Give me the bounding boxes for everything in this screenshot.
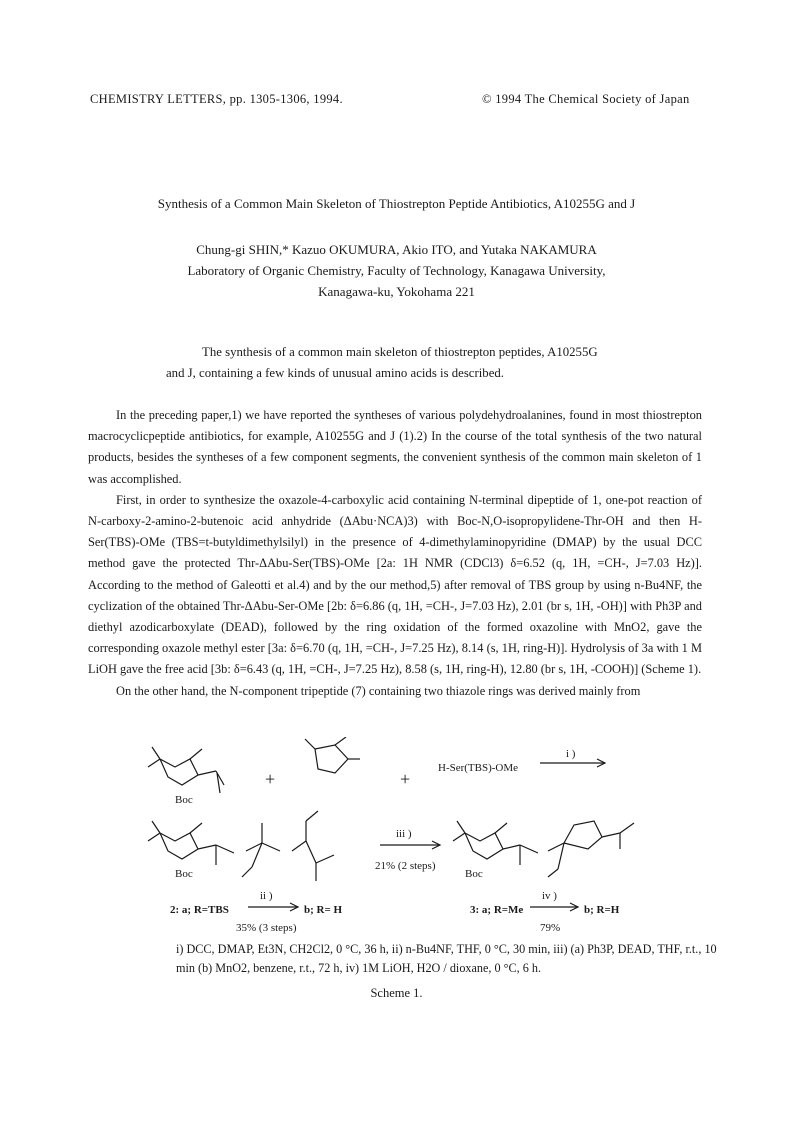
affiliation-line-2: Kanagawa-ku, Yokohama 221 [318,284,475,299]
reaction-scheme [120,737,740,937]
paragraph-2: First, in order to synthesize the oxazole-4-carboxylic acid containing N-terminal dipeptide of 1, one-pot reaction of N-carboxy-2-amino-2-butenoic acid anhydride (ΔAbu·NCA)3) with Boc-N,O-isopropylidene-Thr-OH and then H-Ser(TBS)-OMe (TBS=t-butyldimethylsilyl) in the presence of 4-dimethylaminopyridine (DMAP) by the usual DCC method gave the protected Thr-ΔAbu-Ser(TBS)-OMe [2a: 1H NMR (CDCl3) δ=6.52 (q, 1H, =CH-, J=7.03 Hz)]. According to the method of Galeotti et al.4) and by the our method,5) after removal of TBS group by using n-Bu4NF, the cyclization of the obtained Thr-ΔAbu-Ser-OMe [2b: δ=6.86 (q, 1H, =CH-, J=7.03 Hz), 2.01 (br s, 1H, -OH)] with Ph3P and diethyl azodicarboxylate (DEAD), followed by the ring oxidation of the formed oxazoline with MnO2, gave the corresponding oxazole methyl ester [3a: δ=6.70 (q, 1H, =CH-, J=7.25 Hz), 8.14 (s, 1H, ring-H)]. Hydrolysis of 3a with 1 M LiOH gave the free acid [3b: δ=6.43 (q, 1H, =CH-, J=7.25 Hz), 8.58 (s, 1H, ring-H), 12.80 (br s, 1H, -COOH)] (Scheme 1). [88,492,702,677]
step-ii-label: ii ) [260,890,273,902]
compound-2-label: 2: a; R=TBS [170,904,229,916]
author-names: Chung-gi SHIN,* Kazuo OKUMURA, Akio ITO, and Yutaka NAKAMURA [196,242,597,257]
abstract-line-2: and J, containing a few kinds of unusual amino acids is described. [166,366,504,380]
scheme-labels [170,748,620,934]
author-block [0,239,793,302]
boc-label-3: Boc [465,868,483,880]
compound-2b-label: b; R= H [304,904,343,916]
yield-ii-label: 35% (3 steps) [236,922,297,934]
plus-sign-1: + [265,769,276,789]
compound-3b-label: b; R=H [584,904,620,916]
scheme-caption: i) DCC, DMAP, Et3N, CH2Cl2, 0 °C, 36 h, ii) n-Bu4NF, THF, 0 °C, 30 min, iii) (a) Ph3P, DEAD, THF, r.t., 10 min (b) MnO2, benzene, r.t., 72 h, iv) 1M LiOH, H2O / dioxane, 0 °C, 6 h. [176,942,717,975]
boc-label-1: Boc [175,794,193,806]
copyright-notice: © 1994 The Chemical Society of Japan [482,92,690,106]
scheme-structures [148,737,634,911]
body-text [88,405,702,702]
step-i-label: i ) [566,748,576,760]
paper-title: Synthesis of a Common Main Skeleton of Thiostrepton Peptide Antibiotics, A10255G and J [157,196,636,211]
scheme-label: Scheme 1. [370,986,423,1000]
boc-label-2: Boc [175,868,193,880]
step-iv-label: iv ) [542,890,557,902]
oxazolidine-acid-structure [148,747,224,793]
yield-iv-label: 79% [540,922,561,934]
compound-3-label: 3: a; R=Me [470,904,524,916]
affiliation-line-1: Laboratory of Organic Chemistry, Faculty of Technology, Kanagawa University, [187,263,606,278]
paragraph-1: In the preceding paper,1) we have reported the syntheses of various polydehydroalanines, found in most thiostrepton macrocyclicpeptide antibiotics, for example, A10255G and J (1).2) In the course of the total synthesis of the two natural products, besides the syntheses of a few component segments, the convenient synthesis of the common main skeleton of 1 was accomplished. [88,408,702,486]
journal-header: CHEMISTRY LETTERS, pp. 1305-1306, 1994. [90,92,343,106]
yield-iii-label: 21% (2 steps) [375,860,436,872]
step-iii-label: iii ) [396,828,412,840]
plus-sign-2: + [400,769,411,789]
abstract [166,342,630,384]
paragraph-3: On the other hand, the N-component tripeptide (7) containing two thiazole rings was derived mainly from [116,683,641,698]
abstract-line-1: The synthesis of a common main skeleton of thiostrepton peptides, A10255G [202,345,598,359]
reagent-label: H-Ser(TBS)-OMe [438,762,519,774]
nca-structure [305,737,360,773]
